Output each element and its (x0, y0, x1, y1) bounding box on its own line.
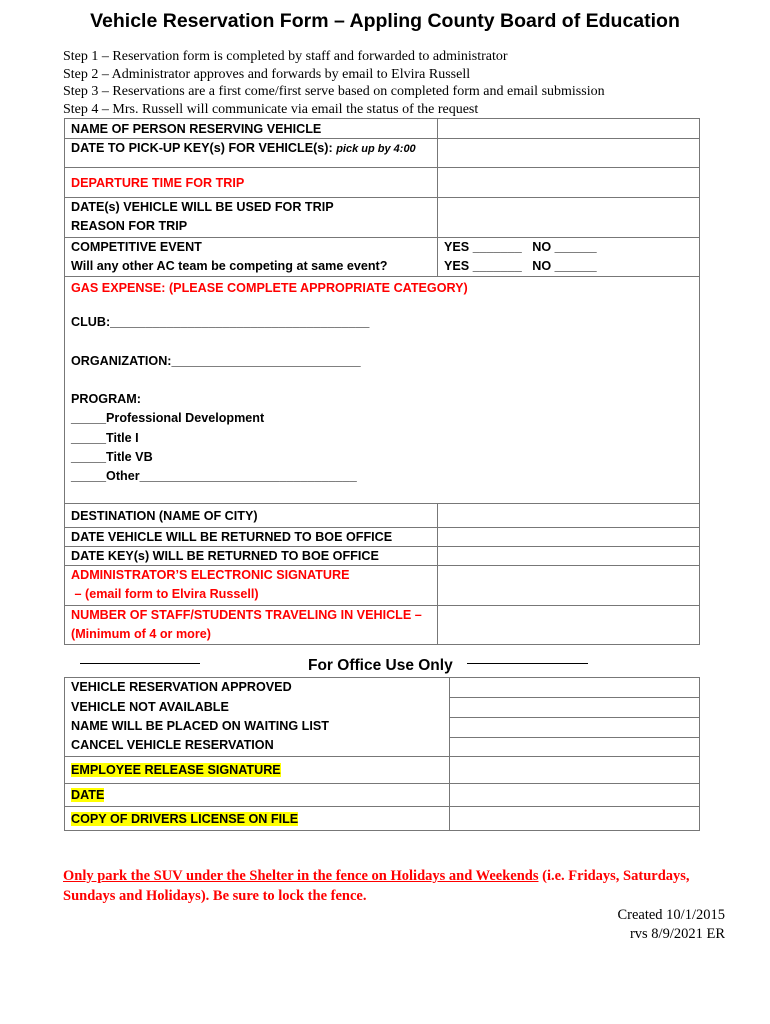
step-3: Step 3 – Reservations are a first come/first serve based on completed form and email submission (63, 84, 605, 100)
return-vehicle-field[interactable] (438, 528, 700, 547)
destination-label: DESTINATION (NAME OF CITY) (65, 504, 438, 528)
gas-expense-label: GAS EXPENSE: (PLEASE COMPLETE APPROPRIATE CATEGORY) (71, 281, 468, 296)
license-label: COPY OF DRIVERS LICENSE ON FILE (65, 807, 450, 831)
office-rule-left (80, 663, 200, 664)
cancel-field[interactable] (450, 738, 699, 756)
competitive-label: COMPETITIVE EVENT Will any other AC team be competing at same event? (65, 237, 438, 277)
program-title-vb[interactable]: _____Title VB (71, 449, 153, 464)
organization-field[interactable]: ORGANIZATION:___________________________ (71, 353, 361, 368)
release-signature-field[interactable] (450, 757, 700, 784)
pickup-note: pick up by 4:00 (336, 143, 416, 155)
num-staff-label: NUMBER OF STAFF/STUDENTS TRAVELING IN VEHICLE – (Minimum of 4 or more) (65, 605, 438, 645)
waiting-list-label: NAME WILL BE PLACED ON WAITING LIST (71, 719, 329, 733)
admin-signature-field[interactable] (438, 566, 700, 606)
pickup-field[interactable] (438, 139, 700, 168)
return-keys-label: DATE KEY(s) WILL BE RETURNED TO BOE OFFICE (65, 547, 438, 566)
date-field[interactable] (450, 784, 700, 807)
reason-label: REASON FOR TRIP (71, 219, 188, 234)
license-field[interactable] (450, 807, 700, 831)
program-label: PROGRAM: (71, 392, 141, 407)
pickup-label: DATE TO PICK-UP KEY(s) FOR VEHICLE(s): pick up by 4:00 (65, 139, 438, 168)
club-field[interactable]: CLUB:_____________________________________ (71, 315, 370, 330)
not-available-label: VEHICLE NOT AVAILABLE (71, 699, 229, 714)
yes-no-field[interactable] (438, 237, 700, 277)
waiting-list-field[interactable] (450, 718, 699, 738)
destination-field[interactable] (438, 504, 700, 528)
office-use-title: For Office Use Only (308, 657, 453, 674)
return-vehicle-label: DATE VEHICLE WILL BE RETURNED TO BOE OFFICE (65, 528, 438, 547)
form-title: Vehicle Reservation Form – Appling County Board of Education (90, 10, 680, 32)
return-keys-field[interactable] (438, 547, 700, 566)
cancel-label: CANCEL VEHICLE RESERVATION (71, 738, 274, 753)
other-team-label: Will any other AC team be competing at same event? (71, 258, 388, 273)
office-status-labels (65, 678, 450, 757)
revised-date: rvs 8/9/2021 ER (629, 926, 725, 942)
name-field[interactable] (438, 119, 700, 139)
admin-signature-label: ADMINISTRATOR’S ELECTRONIC SIGNATURE – (email form to Elvira Russell) (65, 566, 438, 606)
program-other[interactable]: _____Other_______________________________ (71, 469, 357, 484)
program-title-i[interactable]: _____Title I (71, 430, 139, 445)
dates-reason-field[interactable] (438, 198, 700, 238)
date-label: DATE (65, 784, 450, 807)
yes-option-1[interactable]: YES _______ (444, 239, 522, 254)
not-available-field[interactable] (450, 698, 699, 718)
revision-info (617, 906, 725, 944)
dates-label: DATE(s) VEHICLE WILL BE USED FOR TRIP (71, 200, 334, 214)
approved-field[interactable] (450, 678, 699, 698)
departure-field[interactable] (438, 168, 700, 198)
yes-option-2[interactable]: YES _______ (444, 258, 522, 273)
gas-expense-section (65, 277, 700, 504)
dates-reason-label (65, 198, 438, 238)
release-signature-label: EMPLOYEE RELEASE SIGNATURE (65, 757, 450, 784)
step-1: Step 1 – Reservation form is completed by staff and forwarded to administrator (63, 49, 508, 64)
office-rule-right (467, 663, 588, 664)
step-4: Step 4 – Mrs. Russell will communicate via email the status of the request (63, 102, 479, 118)
parking-notice-rest: (i.e. Fridays, Saturdays, Sundays and Holidays). Be sure to lock the fence. (63, 868, 690, 904)
name-label: NAME OF PERSON RESERVING VEHICLE (65, 119, 438, 139)
program-professional-development[interactable]: _____Professional Development (71, 411, 265, 426)
approved-label: VEHICLE RESERVATION APPROVED (71, 680, 292, 695)
departure-label: DEPARTURE TIME FOR TRIP (65, 168, 438, 198)
office-use-table (64, 677, 700, 831)
step-2: Step 2 – Administrator approves and forwards by email to Elvira Russell (63, 66, 471, 82)
created-date: Created 10/1/2015 (617, 907, 725, 923)
parking-notice-underlined: Only park the SUV under the Shelter in the fence on Holidays and Weekends (63, 868, 539, 884)
steps-list (63, 48, 605, 119)
no-option-2[interactable]: NO ______ (532, 258, 597, 273)
num-staff-field[interactable] (438, 605, 700, 645)
office-status-fields (450, 678, 700, 757)
parking-notice (63, 867, 723, 906)
no-option-1[interactable]: NO ______ (532, 239, 597, 254)
reservation-table (64, 118, 700, 645)
